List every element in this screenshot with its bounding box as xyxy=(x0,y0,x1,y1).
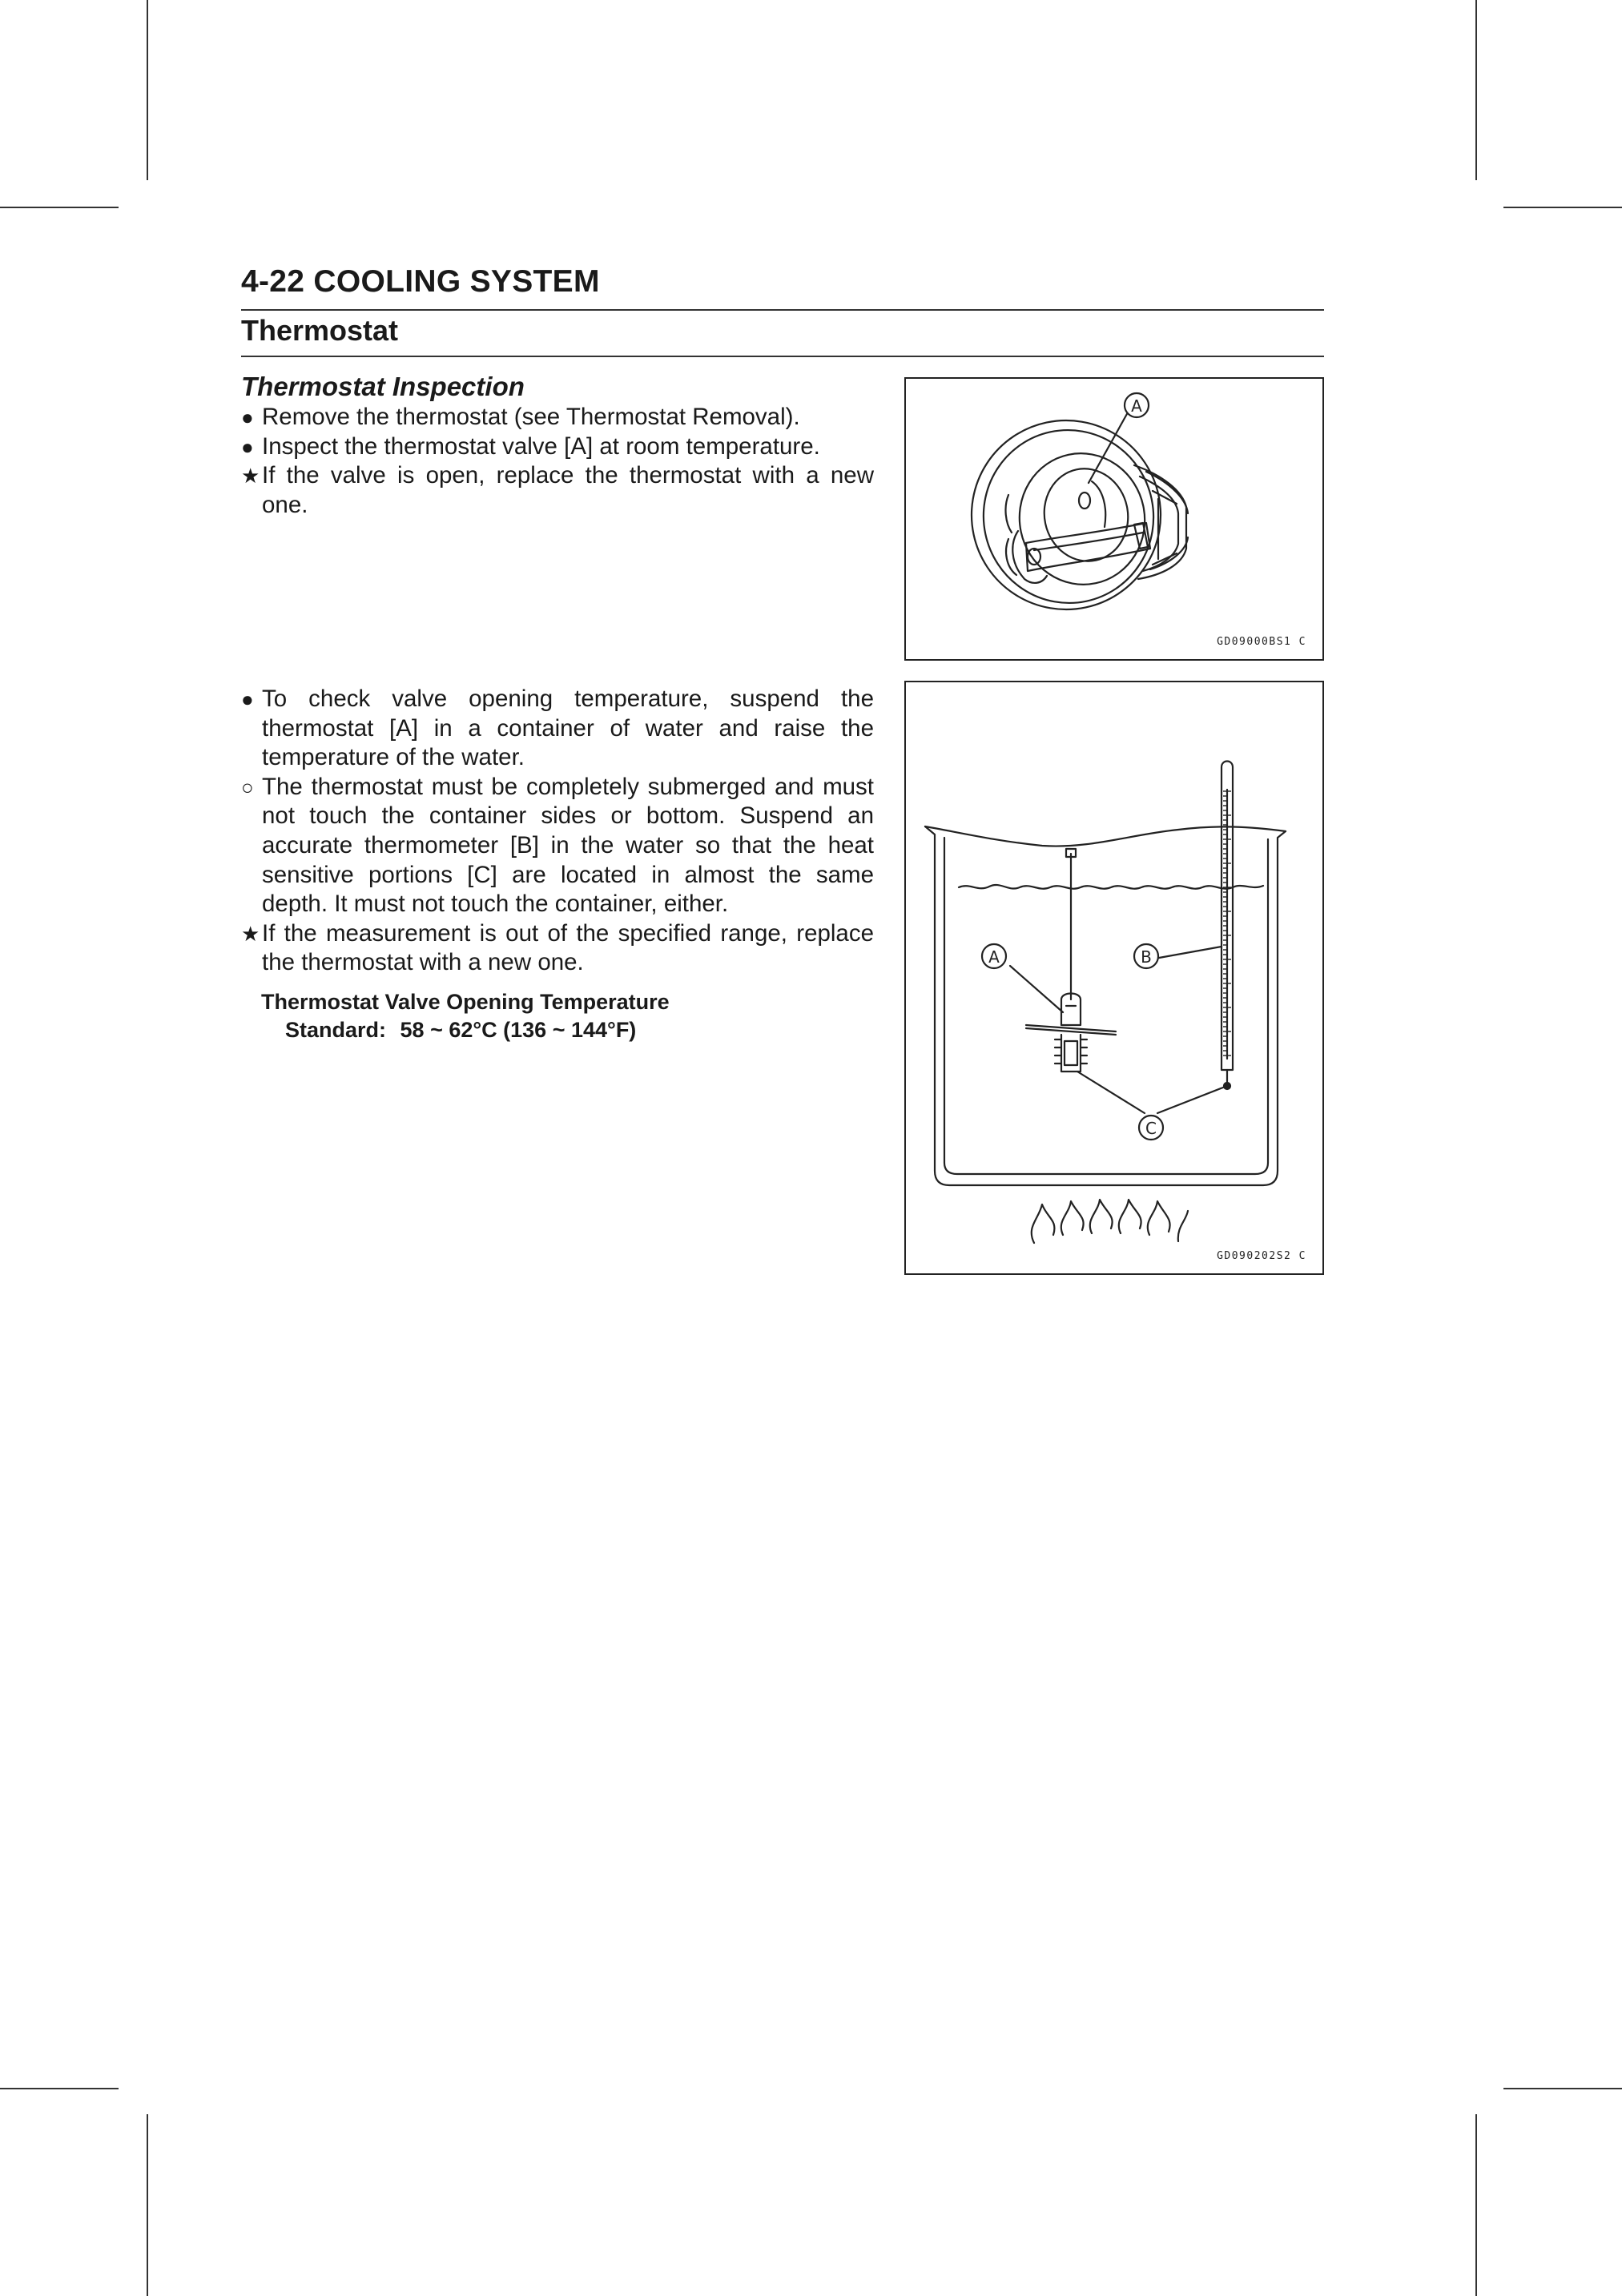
callout-b-label: B xyxy=(1141,947,1152,967)
valve-test-figure xyxy=(904,681,1324,1275)
crop-mark xyxy=(0,2088,119,2089)
list-item xyxy=(241,461,874,520)
crop-mark xyxy=(1475,2114,1477,2296)
topic-title: Thermostat Inspection xyxy=(241,372,525,401)
list-item-text: Inspect the thermostat valve [A] at room temperature. xyxy=(262,432,820,460)
list-item xyxy=(241,773,874,919)
crop-mark xyxy=(1503,207,1622,208)
subsection-title: Thermostat xyxy=(241,314,399,347)
figure-code: GD090202S2 C xyxy=(1217,1250,1306,1262)
crop-mark xyxy=(0,207,119,208)
thermostat-illustration xyxy=(906,379,1322,659)
subtitle-rule xyxy=(241,356,1324,357)
callout-a-label: A xyxy=(1131,396,1142,416)
list-item-text: If the measurement is out of the specified range, replace the thermostat with a new one. xyxy=(262,919,874,976)
callout-a-label: A xyxy=(988,947,1000,967)
list-item xyxy=(241,403,874,432)
spec-standard-value: 58 ~ 62°C (136 ~ 144°F) xyxy=(400,1018,637,1042)
list-item-text: Remove the thermostat (see Thermostat Removal). xyxy=(262,404,800,430)
bullet-icon: ● xyxy=(241,405,254,429)
list-item xyxy=(241,919,874,978)
callout-c-label: C xyxy=(1145,1119,1157,1138)
list-item xyxy=(241,685,874,773)
crop-mark xyxy=(147,2114,148,2296)
valve-test-illustration xyxy=(906,682,1322,1273)
spec-title: Thermostat Valve Opening Temperature xyxy=(261,990,670,1014)
spec-standard xyxy=(285,1015,636,1044)
circle-bullet-icon: ○ xyxy=(241,774,254,799)
crop-mark xyxy=(147,0,148,180)
figure-code: GD09000BS1 C xyxy=(1217,636,1306,648)
list-item-text: To check valve opening temperature, suspend the thermostat [A] in a container of water and raise the temperature of the water. xyxy=(262,686,874,771)
star-icon: ★ xyxy=(241,464,260,489)
title-rule xyxy=(241,309,1324,311)
bullet-icon: ● xyxy=(241,434,254,459)
star-icon: ★ xyxy=(241,921,260,946)
list-item-text: If the valve is open, replace the thermostat with a new one. xyxy=(262,462,874,518)
crop-mark xyxy=(1503,2088,1622,2089)
spec-standard-label: Standard: xyxy=(285,1018,387,1042)
bullet-icon: ● xyxy=(241,687,254,711)
instruction-list-1 xyxy=(241,403,874,520)
list-item-text: The thermostat must be completely submerged and must not touch the container sides or bottom. Suspend an accurate thermometer [B] in the water so that the heat sensitive portions [C] are located in almost the same depth. It must not touch the container, either. xyxy=(262,773,874,918)
section-title: 4-22 COOLING SYSTEM xyxy=(241,264,600,299)
instruction-list-2 xyxy=(241,685,874,978)
thermostat-figure xyxy=(904,377,1324,661)
list-item xyxy=(241,432,874,462)
crop-mark xyxy=(1475,0,1477,180)
